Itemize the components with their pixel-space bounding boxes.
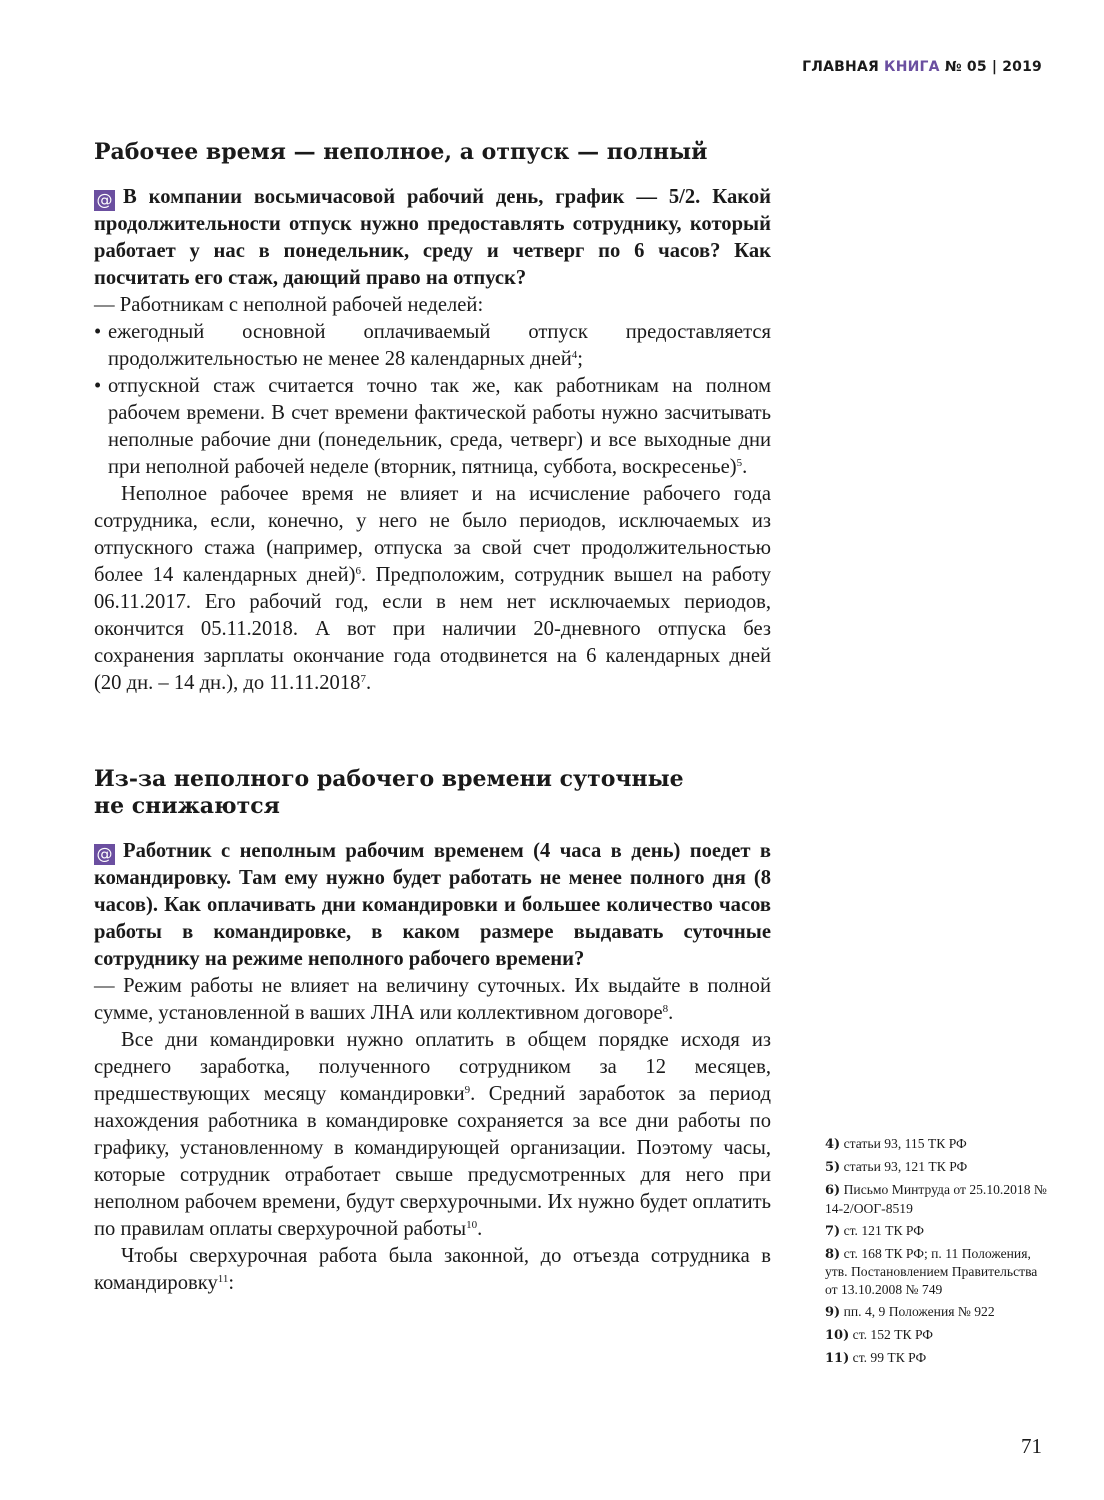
text: Чтобы сверхурочная работа была законной, до отъезда сотрудника в командировку [94,1245,771,1294]
footnote-ref: 7 [360,673,366,685]
paragraph [94,1027,771,1243]
footnote [825,1158,1065,1177]
footnote-text: ст. 99 ТК РФ [852,1349,927,1365]
list-item [94,373,771,481]
footnote-ref: 8 [662,1003,669,1015]
footnote-number: 10) [825,1327,850,1343]
text: — Режим работы не влияет на величину суточных. Их выдайте в полной сумме, установленной в ваших ЛНА или коллективном договоре [94,975,771,1024]
page-number: 71 [1021,1434,1042,1458]
footnote-ref: 9 [464,1084,471,1096]
footnote-text: Письмо Минтруда от 25.10.2018 № 14-2/ООГ-8519 [825,1182,1047,1216]
issue-number: № 05 | 2019 [944,59,1042,75]
footnote [825,1303,1065,1322]
answer-intro: — Работникам с неполной рабочей неделей: [94,294,484,316]
footnotes [825,1135,1065,1372]
footnote-ref: 10 [466,1219,478,1231]
section-2 [94,766,771,1297]
question-text: Работник с неполным рабочим временем (4 часа в день) поедет в командировку. Там ему нужно будет работать не менее полного дня (8 часов). Как оплачивать дни командировки и большее количество часов работы в командировке, в каком размере выдавать суточные сотруднику на режиме неполного рабочего времени? [94,840,771,970]
punct: . [668,1002,674,1024]
footnote-number: 5) [825,1160,841,1175]
punct: . [365,672,372,694]
at-icon: @ [94,844,115,865]
question [94,184,771,292]
text: . Средний заработок за период нахождения работника в командировке сохраняется за все дни работы по графику, установленному в командирующей организации. Поэтому часы, которые сотрудник отработает свыше предусмотренных для него при неполном рабочем времени, будут сверхурочными. Их нужно будет оплатить по правилам оплаты сверхурочной работы [94,1083,771,1240]
footnote [825,1222,1065,1241]
at-icon: @ [94,190,115,211]
footnote-ref: 11 [217,1273,229,1285]
section-title: Рабочее время — неполное, а отпуск — полный [94,139,708,165]
punct: ; [577,348,583,370]
section-title: Из-за неполного рабочего времени суточные не снижаются [94,766,684,819]
footnote-number: 8) [825,1246,841,1262]
running-header [802,59,1042,75]
footnote [825,1181,1050,1217]
answer [94,973,771,1027]
magazine-name: ГЛАВНАЯ [802,59,879,75]
footnote-text: статьи 93, 121 ТК РФ [843,1159,968,1174]
list-item [94,319,771,373]
section-1 [94,139,771,697]
footnote [825,1245,1050,1299]
text: Неполное рабочее время не влияет и на исчисление рабочего года сотрудника, если, конечно, у него не было периодов, исключаемых из отпускного стажа (например, отпуска за свой счет продолжительностью более 14 календарных дней) [94,483,771,586]
footnote-text: пп. 4, 9 Положения № 922 [843,1303,995,1319]
footnote [825,1135,1065,1154]
punct: : [228,1272,235,1294]
footnote-text: ст. 152 ТК РФ [852,1326,934,1342]
paragraph [94,481,771,697]
footnote-number: 7) [825,1223,841,1239]
footnote-number: 4) [825,1137,841,1152]
footnote-text: статьи 93, 115 ТК РФ [843,1136,967,1151]
footnote-number: 6) [825,1183,841,1198]
magazine-name-accent: КНИГА [884,59,940,75]
text: Все дни командировки нужно оплатить в общем порядке исходя из среднего заработка, полученного сотрудником за 12 месяцев, предшествующих месяцу командировки [94,1029,771,1105]
answer-list [94,319,771,481]
footnote-number: 11) [825,1350,850,1366]
footnote-ref: 5 [736,457,743,469]
question-text: В компании восьмичасовой рабочий день, график — 5/2. Какой продолжительности отпуск нужно предоставлять сотруднику, который работает у нас в понедельник, среду и четверг по 6 часов? Как посчитать его стаж, дающий право на отпуск? [94,186,771,289]
punct: . [477,1218,483,1240]
list-item-text: ежегодный основной оплачиваемый отпуск предоставляется продолжительностью не менее 28 календарных дней [108,321,771,370]
punct: . [742,456,748,478]
footnote-ref: 6 [355,565,361,577]
footnote-text: ст. 121 ТК РФ [843,1222,924,1238]
paragraph [94,1243,771,1297]
footnote [825,1349,1065,1368]
footnote-number: 9) [825,1304,841,1320]
text: . Предположим, сотрудник вышел на работу 06.11.2017. Его рабочий год, если в нем нет исключаемых периодов, окончится 05.11.2018. А вот при наличии 20-дневного отпуска без сохранения зарплаты окончание года отодвинется на 6 календарных дней (20 дн. – 14 дн.), до 11.11.2018 [94,564,772,694]
footnote-text: ст. 168 ТК РФ; п. 11 Положения, утв. Постановлением Правительства от 13.10.2008 № 749 [825,1245,1038,1297]
footnote [825,1326,1065,1345]
question [94,838,771,973]
list-item-text: отпускной стаж считается точно так же, как работникам на полном рабочем времени. В счет времени фактической работы нужно засчитывать неполные рабочие дни (понедельник, среда, четверг) и все выходные дни при неполной рабочей неделе (вторник, пятница, суббота, воскресенье) [108,375,771,478]
footnote-ref: 4 [571,349,578,361]
